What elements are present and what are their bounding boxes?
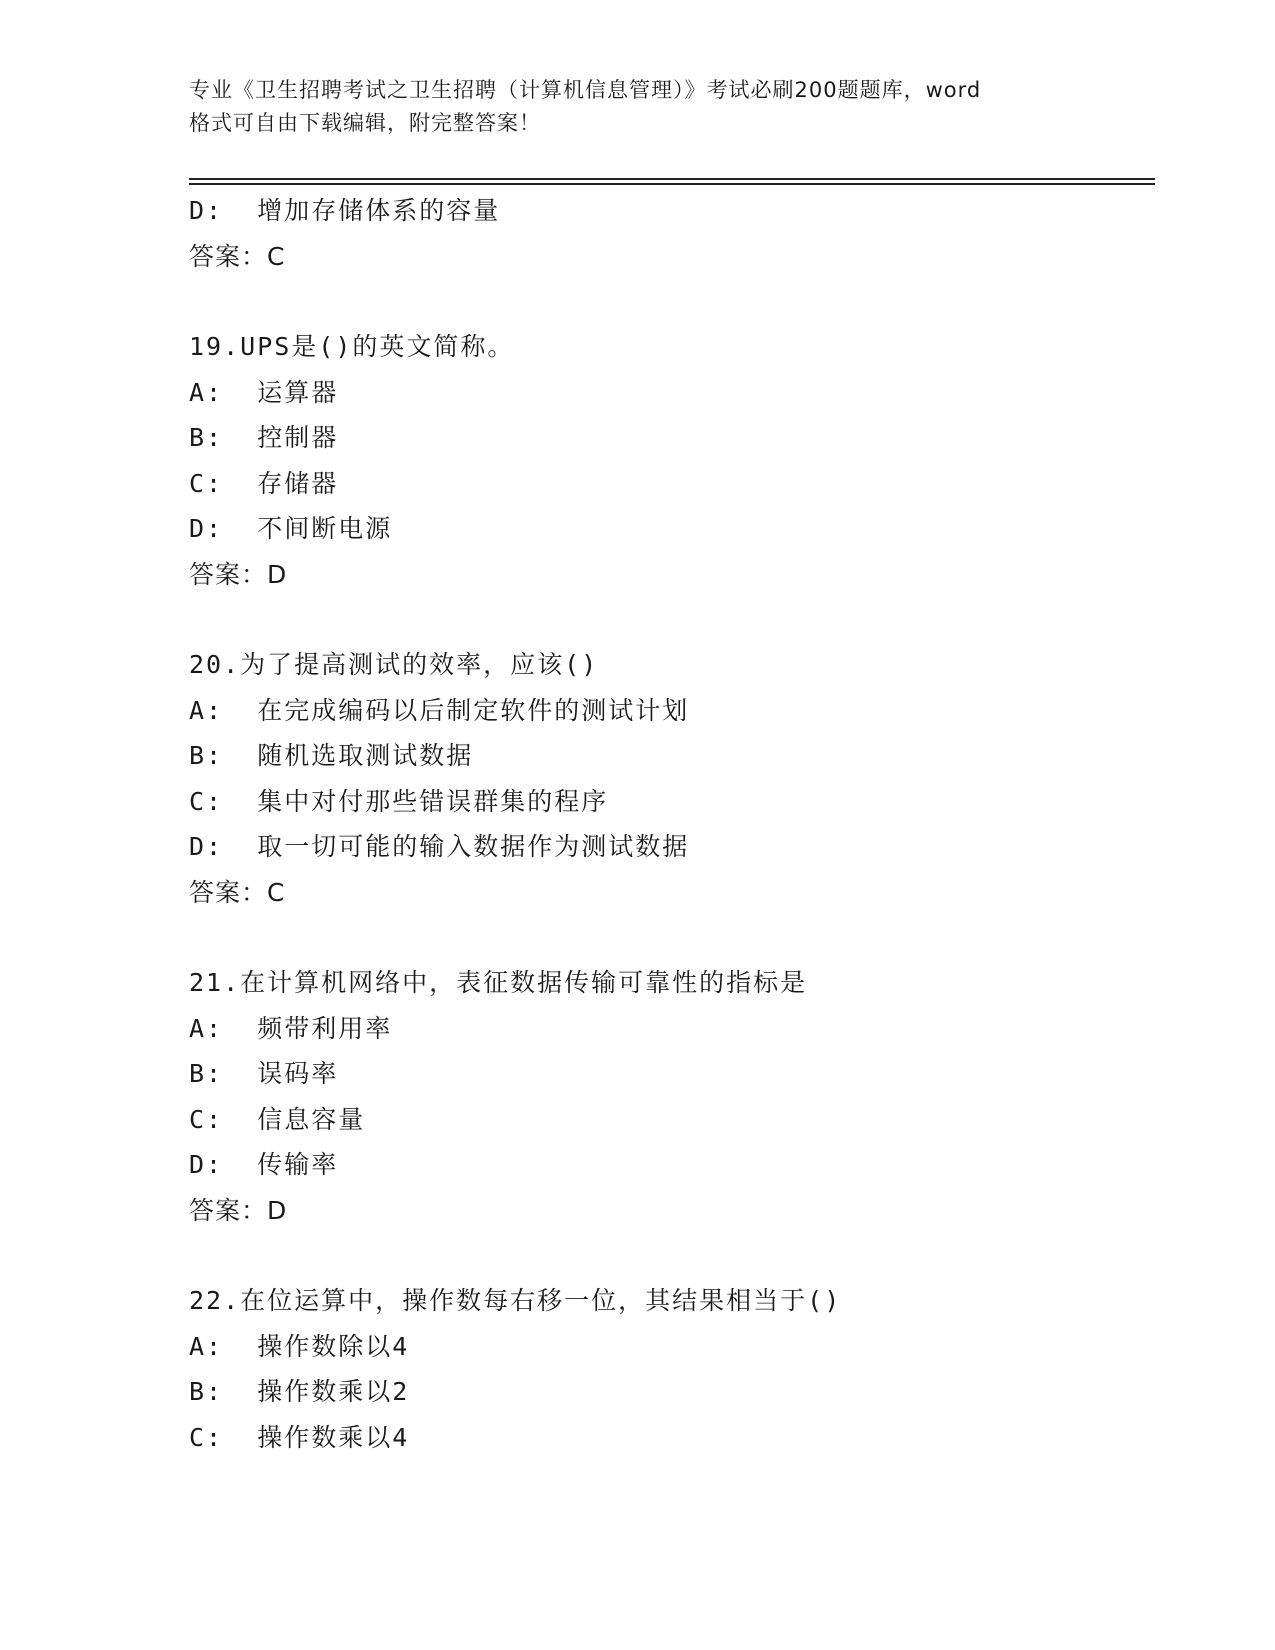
question-22 (189, 1278, 1149, 1460)
document-header (189, 74, 1089, 140)
spacer (189, 597, 1149, 642)
question-stem: 22.在位运算中，操作数每右移一位，其结果相当于() (189, 1286, 842, 1315)
spacer (189, 279, 1149, 324)
prev-question-option-d: D: 增加存储体系的容量 (189, 196, 501, 225)
option-c: C: 操作数乘以4 (189, 1422, 410, 1452)
option-a: A: 运算器 (189, 377, 339, 407)
option-a: A: 频带利用率 (189, 1013, 393, 1043)
prev-question-answer: 答案：C (189, 241, 286, 271)
option-c: C: 信息容量 (189, 1104, 366, 1134)
answer: 答案：D (189, 559, 288, 589)
option-b: B: 操作数乘以2 (189, 1377, 410, 1406)
option-d: D: 取一切可能的输入数据作为测试数据 (189, 832, 690, 861)
option-a: A: 在完成编码以后制定软件的测试计划 (189, 695, 690, 725)
question-21 (189, 960, 1149, 1233)
answer: 答案：D (189, 1195, 288, 1225)
option-d: D: 传输率 (189, 1150, 339, 1179)
question-20 (189, 642, 1149, 915)
option-c: C: 集中对付那些错误群集的程序 (189, 786, 609, 816)
option-b: B: 随机选取测试数据 (189, 741, 474, 770)
option-a: A: 操作数除以4 (189, 1331, 410, 1361)
option-b: B: 误码率 (189, 1059, 339, 1088)
question-stem: 20.为了提高测试的效率，应该() (189, 650, 599, 679)
spacer (189, 915, 1149, 960)
question-stem: 19.UPS是()的英文简称。 (189, 332, 515, 361)
spacer (189, 1233, 1149, 1278)
option-d: D: 不间断电源 (189, 514, 393, 543)
question-stem: 21.在计算机网络中，表征数据传输可靠性的指标是 (189, 968, 808, 997)
header-divider-top (189, 178, 1155, 180)
question-19 (189, 324, 1149, 597)
option-b: B: 控制器 (189, 423, 339, 452)
answer: 答案：C (189, 877, 286, 907)
header-line-1: 专业《卫生招聘考试之卫生招聘（计算机信息管理）》考试必刷200题题库，word (189, 78, 982, 102)
question-list (189, 188, 1149, 1460)
header-divider-bottom (189, 183, 1155, 185)
option-c: C: 存储器 (189, 468, 339, 498)
header-line-2: 格式可自由下载编辑，附完整答案！ (189, 111, 541, 135)
